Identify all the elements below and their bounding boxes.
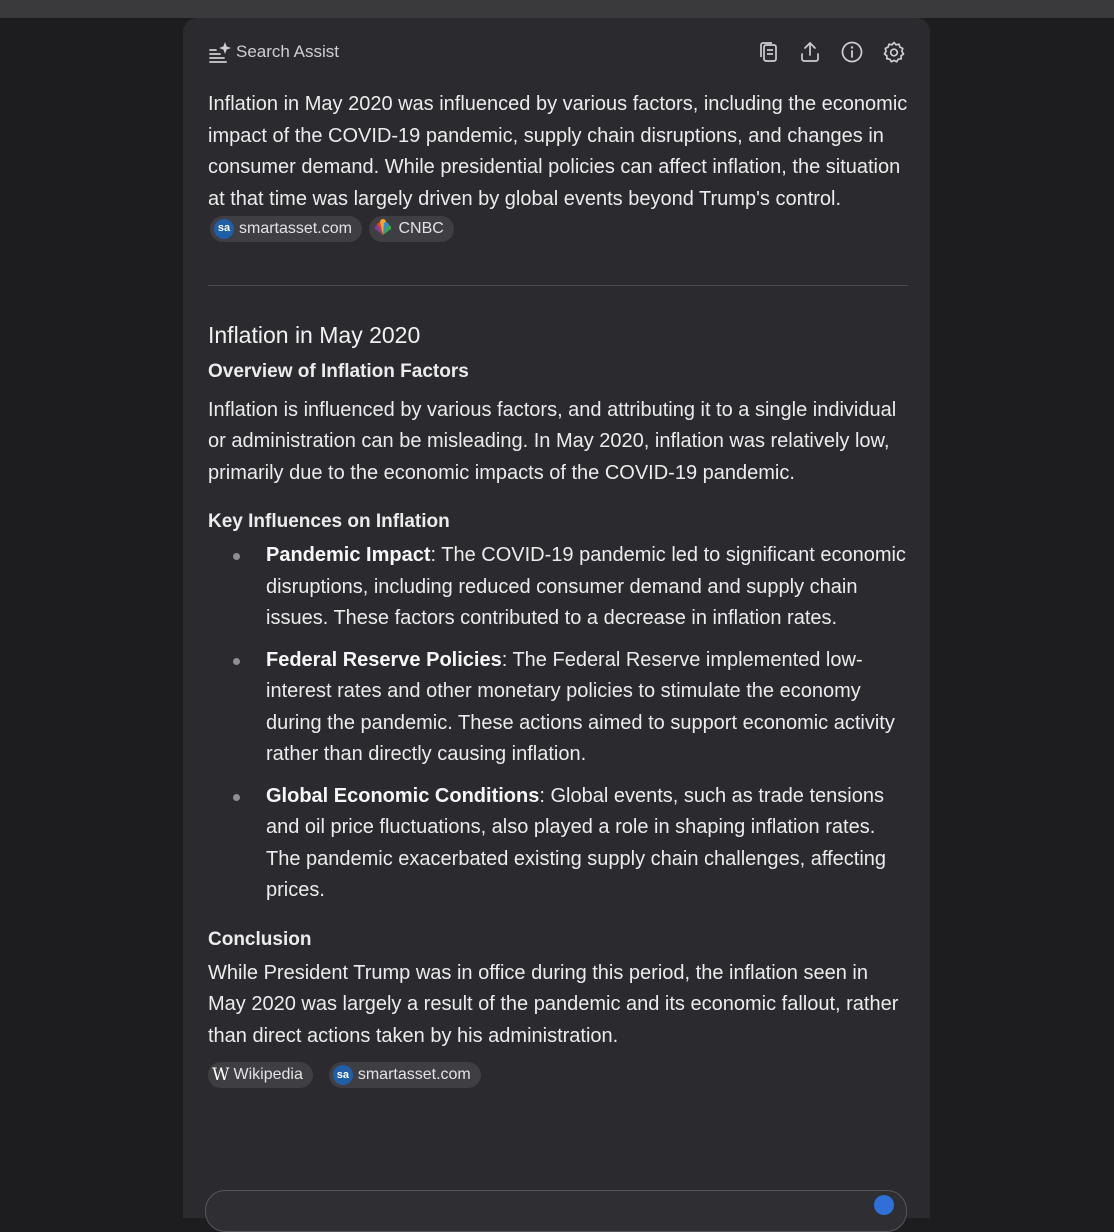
conclusion-text: While President Trump was in office during this period, the inflation seen in May 2020 was largely a result of the pandemic and its economic fallout, rather than direct actions taken by his administration. xyxy=(208,961,899,1047)
wikipedia-logo-icon: W xyxy=(212,1065,230,1085)
overview-heading: Overview of Inflation Factors xyxy=(208,360,469,382)
overview-text: Inflation is influenced by various factors, and attributing it to a single individual or administration can be misleading. In May 2020, inflation was relatively low, primarily due to the economic impacts of the COVID-19 pandemic. xyxy=(208,398,897,484)
search-assist-title: Search Assist xyxy=(236,42,339,61)
article-sources xyxy=(208,1062,908,1088)
panel-header xyxy=(208,38,908,66)
section-divider xyxy=(208,285,908,286)
influence-text: : Global events, such as trade tensions and oil price fluctuations, also played a role in shaping inflation rates. The pandemic exacerbated existing supply chain challenges, affecting prices. xyxy=(266,784,887,901)
info-icon xyxy=(840,40,864,64)
copy-icon xyxy=(756,40,780,64)
intro-text: Inflation in May 2020 was influenced by various factors, including the economic impact of the COVID-19 pandemic, supply chain disruptions, and changes in consumer demand. While presidential policies can affect inflation, the situation at that time was largely driven by global events beyond Trump's control. xyxy=(208,93,908,210)
list-item xyxy=(266,540,908,635)
intro-paragraph xyxy=(208,89,908,247)
source-chip-cnbc[interactable] xyxy=(369,216,453,242)
source-chip-smartasset[interactable] xyxy=(329,1062,481,1088)
list-item xyxy=(266,645,908,771)
influence-text: : The COVID-19 pandemic led to significant economic disruptions, including reduced consumer demand and supply chain issues. These factors contributed to a decrease in inflation rates. xyxy=(266,544,906,629)
source-chip-label: CNBC xyxy=(398,219,444,237)
search-assist-panel xyxy=(183,18,930,1218)
share-icon xyxy=(798,40,822,64)
influences-heading: Key Influences on Inflation xyxy=(208,511,450,532)
sparkle-list-icon xyxy=(208,40,232,64)
influence-term: Federal Reserve Policies xyxy=(266,648,502,671)
copy-button[interactable] xyxy=(754,38,782,66)
search-assist-brand[interactable] xyxy=(208,38,339,66)
window-top-bar xyxy=(0,0,1114,18)
answer-content xyxy=(208,89,908,1088)
article-title: Inflation in May 2020 xyxy=(208,321,421,348)
submit-icon[interactable] xyxy=(874,1195,894,1215)
influences-list xyxy=(208,540,908,907)
source-chip-label: Wikipedia xyxy=(233,1066,303,1083)
source-chip-label: smartasset.com xyxy=(239,219,352,237)
info-button[interactable] xyxy=(838,38,866,66)
influence-term: Global Economic Conditions xyxy=(266,784,540,807)
smartasset-logo-icon: sa xyxy=(333,1065,353,1085)
header-tools xyxy=(754,38,908,66)
gear-icon xyxy=(882,40,906,64)
smartasset-logo-icon: sa xyxy=(214,219,234,239)
influence-text: : The Federal Reserve implemented low-interest rates and other monetary policies to stimulate the economy during the pandemic. These actions aimed to support economic activity rather than directly causing inflation. xyxy=(266,648,895,765)
followup-input[interactable] xyxy=(205,1190,907,1232)
list-item xyxy=(266,781,908,907)
share-button[interactable] xyxy=(796,38,824,66)
source-chip-label: smartasset.com xyxy=(357,1066,471,1083)
source-chip-smartasset[interactable] xyxy=(210,216,362,242)
settings-button[interactable] xyxy=(880,38,908,66)
conclusion-heading: Conclusion xyxy=(208,928,312,950)
cnbc-peacock-icon xyxy=(373,219,393,239)
source-chip-wikipedia[interactable] xyxy=(208,1062,313,1088)
influence-term: Pandemic Impact xyxy=(266,544,431,566)
